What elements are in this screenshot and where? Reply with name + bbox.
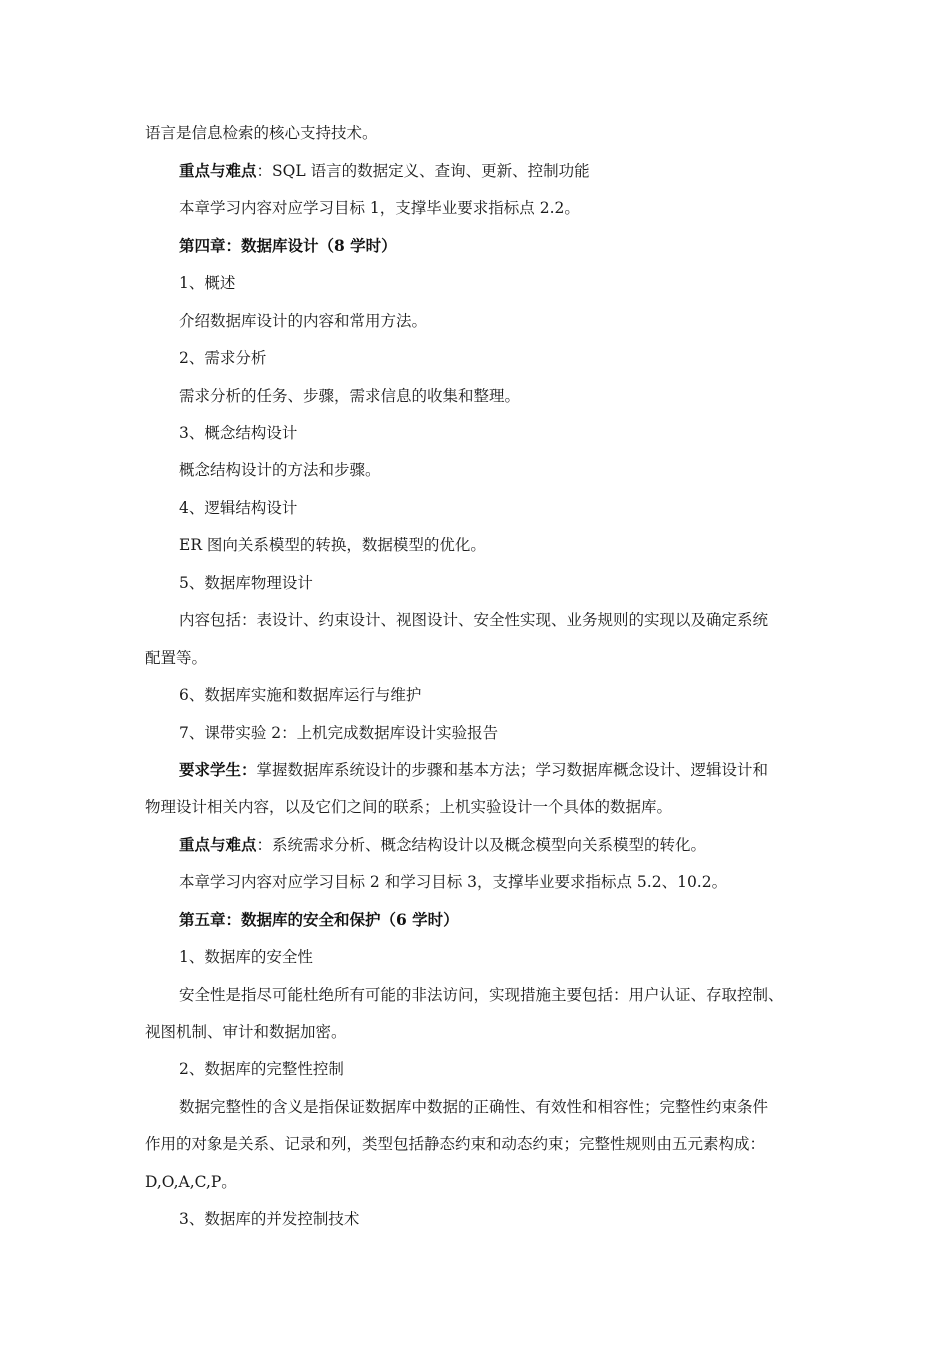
- requirements-label: 要求学生：: [179, 760, 257, 779]
- key-points-line: [179, 835, 706, 855]
- key-points-label: 重点与难点: [179, 835, 257, 854]
- text-line: 物理设计相关内容，以及它们之间的联系；上机实验设计一个具体的数据库。: [145, 798, 673, 816]
- section-heading: 3、概念结构设计: [179, 424, 298, 442]
- text-line: 安全性是指尽可能杜绝所有可能的非法访问，实现措施主要包括：用户认证、存取控制、: [179, 986, 784, 1004]
- requirements-text: 掌握数据库系统设计的步骤和基本方法；学习数据库概念设计、逻辑设计和: [256, 761, 769, 779]
- text-line: 概念结构设计的方法和步骤。: [179, 461, 381, 479]
- section-heading: 1、数据库的安全性: [179, 948, 313, 966]
- text-line: 数据完整性的含义是指保证数据库中数据的正确性、有效性和相容性；完整性约束条件: [179, 1098, 769, 1116]
- requirements-line: [179, 760, 768, 780]
- text-line: 配置等。: [145, 649, 208, 667]
- text-line: 内容包括：表设计、约束设计、视图设计、安全性实现、业务规则的实现以及确定系统: [179, 611, 769, 629]
- section-heading: 6、数据库实施和数据库运行与维护: [179, 686, 422, 704]
- key-points-text: 系统需求分析、概念结构设计以及概念模型向关系模型的转化。: [272, 836, 707, 854]
- section-heading: 1、概述: [179, 274, 236, 292]
- section-heading: 3、数据库的并发控制技术: [179, 1210, 360, 1228]
- chapter-heading: 第四章：数据库设计（8 学时）: [179, 236, 397, 255]
- text-line: 本章学习内容对应学习目标 2 和学习目标 3，支撑毕业要求指标点 5.2、10.2。: [179, 873, 728, 891]
- text-line: 介绍数据库设计的内容和常用方法。: [179, 312, 428, 330]
- chapter-heading: 第五章：数据库的安全和保护（6 学时）: [179, 910, 459, 929]
- section-heading: 4、逻辑结构设计: [179, 499, 298, 517]
- section-heading: 5、数据库物理设计: [179, 574, 313, 592]
- text-line: ER 图向关系模型的转换，数据模型的优化。: [179, 536, 486, 554]
- text-line: 语言是信息检索的核心支持技术。: [145, 124, 378, 142]
- text-line: 需求分析的任务、步骤，需求信息的收集和整理。: [179, 387, 521, 405]
- section-heading: 7、课带实验 2：上机完成数据库设计实验报告: [179, 724, 499, 742]
- key-points-text: SQL 语言的数据定义、查询、更新、控制功能: [272, 162, 590, 180]
- key-points-line: [179, 161, 590, 181]
- key-points-sep: ：: [256, 162, 273, 180]
- text-line: 作用的对象是关系、记录和列，类型包括静态约束和动态约束；完整性规则由五元素构成：: [145, 1135, 766, 1153]
- key-points-label: 重点与难点: [179, 161, 257, 180]
- text-line: 本章学习内容对应学习目标 1，支撑毕业要求指标点 2.2。: [179, 199, 580, 217]
- key-points-sep: ：: [256, 836, 273, 854]
- section-heading: 2、数据库的完整性控制: [179, 1060, 344, 1078]
- section-heading: 2、需求分析: [179, 349, 267, 367]
- text-line: D,O,A,C,P。: [145, 1173, 237, 1191]
- text-line: 视图机制、审计和数据加密。: [145, 1023, 347, 1041]
